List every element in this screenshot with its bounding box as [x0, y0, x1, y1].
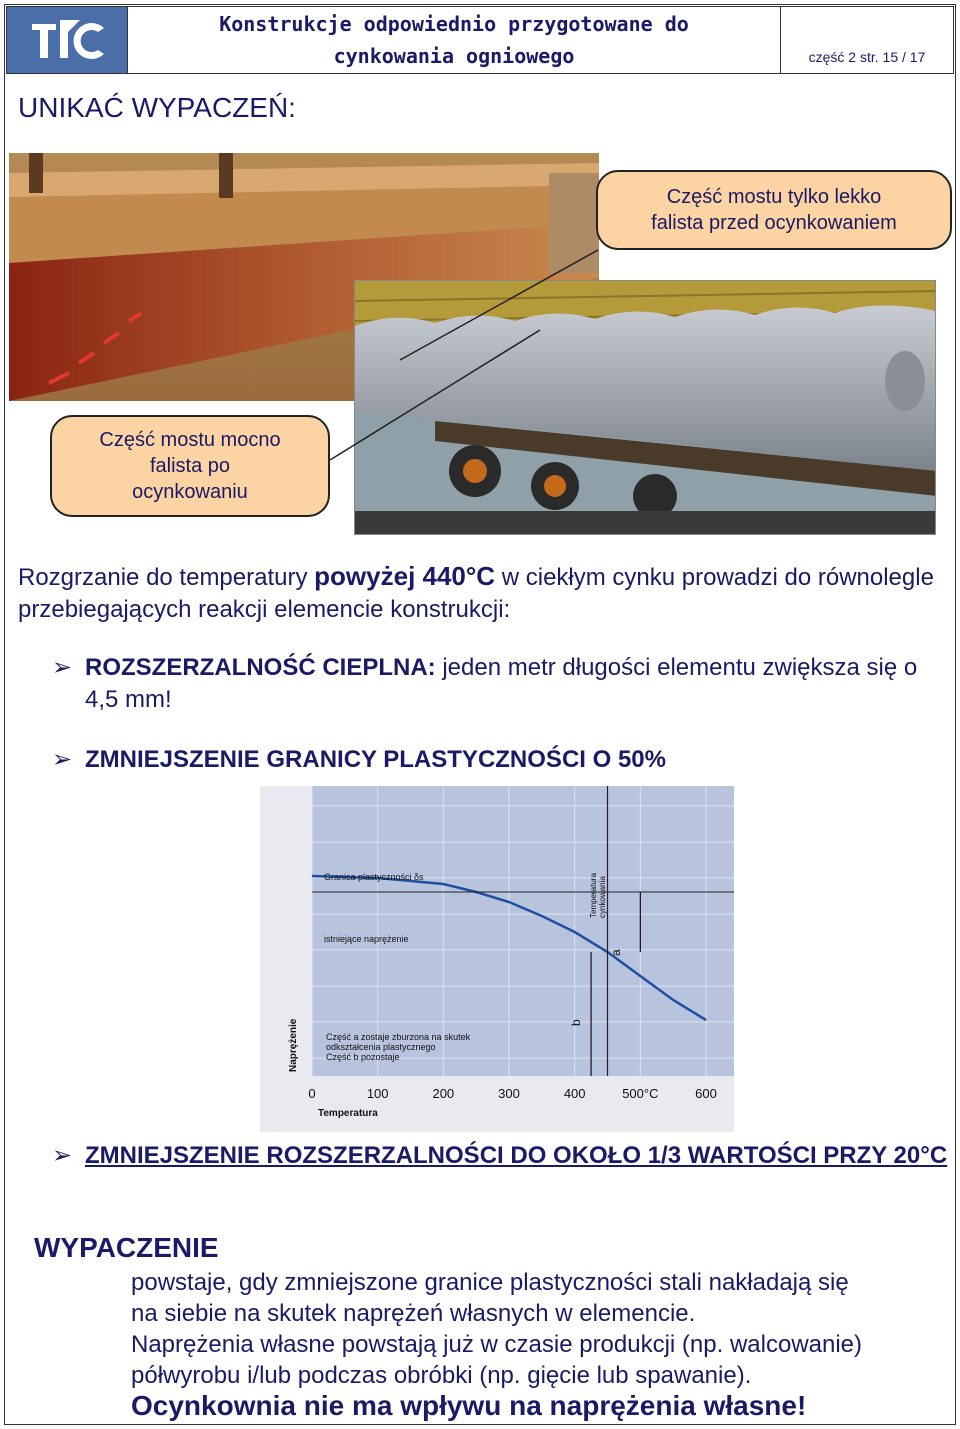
x-tick-label: 100: [366, 1086, 389, 1101]
company-logo: [7, 7, 128, 73]
x-tick-label: 500°C: [622, 1086, 659, 1101]
title-line-1: Konstrukcje odpowiednio przygotowane do: [219, 12, 689, 36]
callout-bottom-line-1: Część mostu mocno: [99, 429, 281, 451]
intro-paragraph: [18, 560, 938, 626]
page-header: [6, 6, 954, 74]
x-tick-label: 200: [432, 1086, 455, 1101]
warping-heading: WYPACZENIE: [34, 1232, 219, 1263]
x-tick-label: 300: [498, 1086, 520, 1101]
x-axis-label: Temperatura: [318, 1108, 378, 1119]
y-axis-label: Naprężenie: [288, 1018, 299, 1072]
x-tick-labels: [308, 1086, 716, 1101]
warp-line-2: na siebie na skutek naprężeń własnych w elemencie.: [131, 1300, 696, 1327]
photo-bridge-after: [354, 280, 936, 535]
chart-note-3: Część b pozostaje: [326, 1052, 400, 1062]
existing-stress-label: istniejące naprężenie: [324, 934, 409, 944]
callout-after-galvanizing: [50, 415, 330, 517]
callout-top-line-2: falista przed ocynkowaniem: [651, 212, 897, 234]
warping-conclusion: Ocynkownia nie ma wpływu na naprężenia własne!: [131, 1390, 807, 1421]
bullet-thermal-expansion: [52, 652, 952, 718]
bullet-3-bold: ZMNIEJSZENIE ROZSZERZALNOŚCI DO OKOŁO 1/3 WARTOŚCI PRZY 20°C: [85, 1142, 948, 1169]
yield-strength-chart: [260, 786, 734, 1132]
arrow-bullet-icon: ➢: [52, 746, 73, 773]
warp-line-4: półwyrobu i/lub podczas obróbki (np. gięcie lub spawanie).: [131, 1362, 752, 1389]
chart-note-2: odkształcenia plastycznego: [326, 1042, 436, 1052]
bullet-1-text: jeden metr długości elementu zwiększa się o 4,5 mm!: [85, 654, 918, 713]
x-tick-label: 600: [695, 1086, 717, 1101]
logo-icon: [26, 14, 108, 66]
galv-temp-label: [589, 873, 607, 918]
page-number: część 2 str. 15 / 17: [808, 49, 926, 65]
x-tick-label: 400: [563, 1086, 586, 1101]
callout-bottom-line-3: ocynkowaniu: [132, 481, 248, 503]
x-tick-label: 0: [308, 1086, 316, 1101]
arrow-bullet-icon: ➢: [52, 1142, 73, 1169]
intro-temperature: powyżej 440°C: [314, 561, 496, 591]
intro-text-2: w ciekłym cynku prowadzi do równolegle przebiegających reakcji elemencie konstrukcji:: [18, 564, 934, 623]
label-b: b: [569, 1019, 583, 1026]
warp-line-3: Naprężenia własne powstają już w czasie produkcji (np. walcowanie): [131, 1331, 863, 1358]
callout-top-line-1: Część mostu tylko lekko: [666, 186, 882, 208]
bullet-expansion-reduction: [52, 1140, 952, 1206]
bullet-2-bold: ZMNIEJSZENIE GRANICY PLASTYCZNOŚCI O 50%: [85, 746, 666, 773]
callout-bottom-line-2: falista po: [149, 455, 231, 477]
document-title: [128, 7, 781, 73]
galv-temp-label-line-2: cynkowania: [598, 876, 607, 918]
bullet-1-bold: ROZSZERZALNOŚĆ CIEPLNA:: [85, 654, 436, 681]
warping-explanation: [131, 1267, 941, 1391]
arrow-bullet-icon: ➢: [52, 654, 73, 681]
chart-note-1: Część a zostaje zburzona na skutek: [326, 1032, 471, 1042]
title-line-2: cynkowania ogniowego: [333, 44, 575, 68]
chart-title: Granica plastyczności δs: [324, 872, 424, 882]
galv-temp-label-line-1: Temperatura: [589, 873, 598, 918]
section-heading-avoid-warping: UNIKAĆ WYPACZEŃ:: [18, 92, 296, 123]
bullet-yield-reduction: [52, 744, 952, 776]
label-a: a: [609, 949, 623, 956]
warp-line-1: powstaje, gdy zmniejszone granice plastyczności stali nakładają się: [131, 1269, 849, 1296]
callout-before-galvanizing: [596, 170, 952, 250]
intro-text-1: Rozgrzanie do temperatury: [18, 564, 315, 591]
